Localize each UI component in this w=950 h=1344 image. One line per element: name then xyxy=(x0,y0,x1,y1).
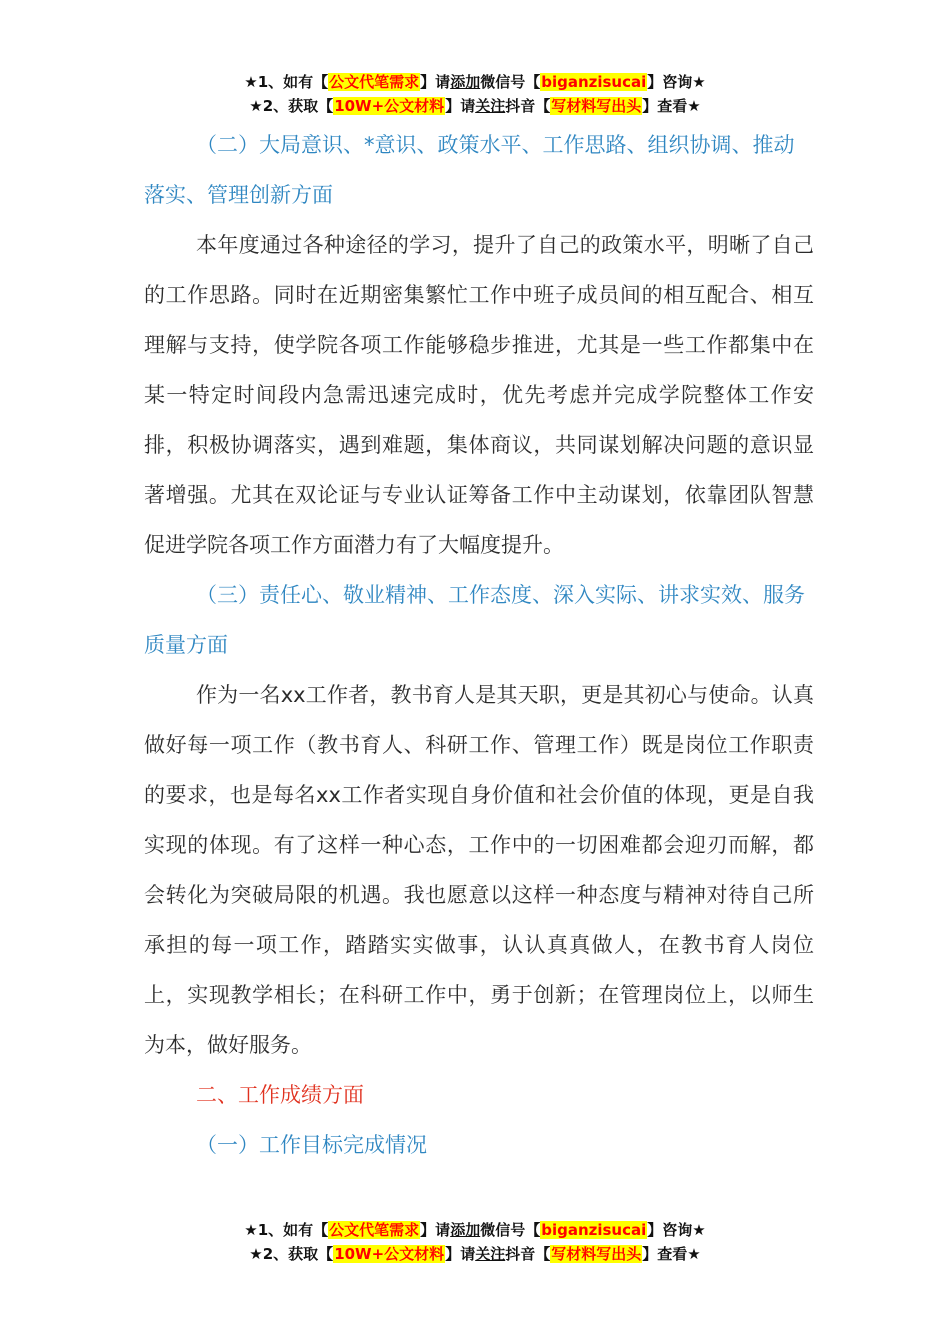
promo-line-2: ★2、获取【10W+公文材料】请关注抖音【写材料写出头】查看★ xyxy=(249,97,701,115)
document-body xyxy=(144,120,814,1170)
highlight-materials: 10W+公文材料 xyxy=(334,1245,445,1263)
section-heading-3: （三）责任心、敬业精神、工作态度、深入实际、讲求实效、服务质量方面 xyxy=(144,583,805,657)
promo-line-1: ★1、如有【公文代笔需求】请添加微信号【biganzisucai】咨询★ xyxy=(244,1221,706,1239)
highlight-ghostwriting: 公文代笔需求 xyxy=(329,1221,420,1239)
section-paragraph-3: 作为一名xx工作者，教书育人是其天职，更是其初心与使命。认真做好每一项工作（教书育人、科研工作、管理工作）既是岗位工作职责的要求，也是每名xx工作者实现自身价值和社会价值的体现，更是自我实现的体现。有了这样一种心态，工作中的一切困难都会迎刃而解，都会转化为突破局限的机遇。我也愿意以这样一种态度与精神对待自己所承担的每一项工作，踏踏实实做事，认认真真做人，在教书育人岗位上，实现教学相长；在科研工作中，勇于创新；在管理岗位上，以师生为本，做好服务。 xyxy=(144,683,814,1057)
promo-banner-top xyxy=(0,70,950,118)
promo-line-2: ★2、获取【10W+公文材料】请关注抖音【写材料写出头】查看★ xyxy=(249,1245,701,1263)
highlight-douyin-id: 写材料写出头 xyxy=(551,97,642,115)
section-heading-2: （二）大局意识、*意识、政策水平、工作思路、组织协调、推动落实、管理创新方面 xyxy=(144,133,795,207)
promo-line-1: ★1、如有【公文代笔需求】请添加微信号【biganzisucai】咨询★ xyxy=(244,73,706,91)
section-paragraph-2: 本年度通过各种途径的学习，提升了自己的政策水平，明晰了自己的工作思路。同时在近期密集繁忙工作中班子成员间的相互配合、相互理解与支持，使学院各项工作能够稳步推进，尤其是一些工作都集中在某一特定时间段内急需迅速完成时，优先考虑并完成学院整体工作安排，积极协调落实，遇到难题，集体商议，共同谋划解决问题的意识显著增强。尤其在双论证与专业认证筹备工作中主动谋划，依靠团队智慧促进学院各项工作方面潜力有了大幅度提升。 xyxy=(144,233,814,557)
subsection-heading-goals: （一）工作目标完成情况 xyxy=(196,1133,427,1157)
part-heading-achievements: 二、工作成绩方面 xyxy=(196,1083,364,1107)
highlight-materials: 10W+公文材料 xyxy=(334,97,445,115)
highlight-ghostwriting: 公文代笔需求 xyxy=(329,73,420,91)
promo-banner-bottom xyxy=(0,1218,950,1266)
highlight-wechat-id: biganzisucai xyxy=(541,73,647,91)
highlight-douyin-id: 写材料写出头 xyxy=(551,1245,642,1263)
highlight-wechat-id: biganzisucai xyxy=(541,1221,647,1239)
